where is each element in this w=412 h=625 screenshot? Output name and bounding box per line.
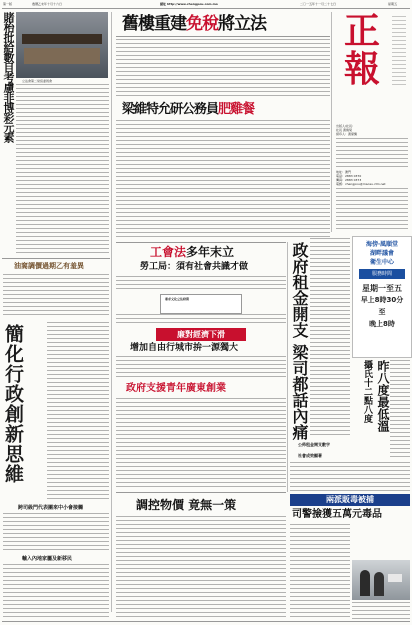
weather-vertical-2: 攝氏十二點八度 [362, 360, 372, 423]
headline-4: 增加自由行城市拚一源獨大 [130, 343, 239, 353]
right-caption-2: 社會成效顯著 [298, 453, 322, 458]
masthead-char-2: 報 [344, 48, 381, 90]
ad-line: 星期一至五 [362, 284, 402, 293]
right-vertical-headline: 政府租金開支 [290, 242, 309, 338]
ad-line: 至 [378, 308, 386, 316]
headline-6: 調控物價 竟無一策 [136, 498, 237, 512]
headline-2: 梁維特允研公務員肥雞餐 [122, 102, 255, 117]
info-box-text: 要求文化立法時間 [165, 297, 190, 301]
masthead [334, 12, 410, 122]
headline-3-a: 工會法 [150, 245, 187, 259]
bottom-headline: 司警撿獲五萬元毒品 [292, 509, 382, 520]
headline-3 [150, 245, 234, 259]
column-divider [111, 12, 112, 612]
center-article-body-1 [116, 39, 330, 99]
section-rule-3 [116, 492, 286, 493]
sub-title-2: 輸入內地家屬及新移民 [22, 556, 73, 562]
masthead-info [336, 170, 408, 186]
info-fax: 傳真：2883 0373 [336, 178, 362, 182]
clinic-ad [352, 236, 412, 358]
committee-photo [16, 12, 108, 78]
issue-date: 二〇一五年十一月二十七日 [300, 2, 337, 6]
header-rule [2, 8, 410, 9]
right-vertical-headline-2: 梁司都話內痛 [290, 344, 309, 440]
ad-line: 湖畔議會 [369, 250, 394, 257]
page-label: 第一版 [3, 2, 13, 6]
bottom-banner-text: 兩派販毒被捕 [326, 495, 374, 504]
info-phone: 電話：2883 0370 [336, 174, 362, 178]
center-article-body-5 [116, 356, 286, 380]
headline-1-block [116, 12, 330, 37]
left-article-body-2 [47, 322, 109, 502]
headline-highlight: 免稅 [186, 14, 218, 34]
masthead-side-text [392, 16, 406, 86]
headline-4-banner [156, 328, 246, 341]
editorial-body [3, 274, 109, 318]
big-vertical-headline: 簡化行政創新思維 [2, 324, 24, 484]
headline-highlight: 肥雞餐 [218, 102, 255, 117]
headline-3-sub: 勞工局：須有社會共識才做 [140, 262, 249, 272]
sub-title-1: 跨司級門代表團來中小會接觸 [18, 505, 84, 511]
weather-body [390, 360, 410, 460]
info-email[interactable]: 電郵：chengpou@macau.ctm.net [336, 182, 386, 186]
masthead-sub-line: 督印人：黃偉樂 [336, 132, 358, 136]
weekday: 星期五 [388, 2, 398, 6]
bottom-body [290, 524, 350, 620]
headline-5-block [126, 381, 276, 396]
masthead-sub [336, 124, 408, 136]
headline-1-highlight: 舊樓重建免稅將立法 [122, 14, 266, 34]
lunar-date: 農曆乙未年十月十六日 [32, 2, 63, 6]
headline-4-banner-text: 廉對經濟下滑 [177, 330, 225, 339]
right-center-body-2 [290, 462, 410, 492]
center-article-body-2 [116, 120, 330, 240]
ad-service-hours: 服務時間 [359, 269, 405, 279]
drug-bust-photo [352, 560, 410, 600]
center-article-body-7 [116, 516, 286, 620]
photo-caption: 立法會第二常設委員會 [22, 79, 53, 83]
center-article-body-3 [116, 276, 286, 292]
ad-line: 晚上8時 [369, 320, 395, 328]
ad-line: 早上8時30分 [360, 296, 404, 304]
masthead-sub-line: 社長 黃煥棠 [336, 128, 352, 132]
section-rule-2 [116, 242, 286, 243]
headline-3-b: 多年末立 [186, 245, 235, 259]
ad-line: 海傍‧風順堂 [365, 241, 399, 248]
ad-line: 衛生中心 [369, 259, 394, 266]
editorial-title: 油窩調價過期乙有羞異 [14, 262, 84, 270]
masthead-divider [331, 12, 332, 232]
info-box [160, 294, 242, 314]
right-caption: 公佈租金開支數字 [298, 442, 330, 447]
center-article-body-6 [116, 398, 286, 490]
left-article-body-3 [3, 513, 109, 553]
masthead-char-1: 正 [344, 10, 381, 52]
bottom-banner [290, 494, 410, 506]
website-url[interactable]: 網址 http://www.chengpou.com.mo [160, 2, 218, 6]
headline-1 [122, 14, 266, 34]
center-article-body-4 [116, 314, 286, 326]
weather-vertical: 昨八度最低溫 [376, 360, 390, 432]
info-address: 地址：澳門 [336, 170, 352, 174]
masthead-body-2 [336, 188, 408, 232]
footer-rule [2, 621, 410, 622]
headline-5: 政府支援青年廣東創業 [126, 383, 226, 394]
left-headline: 賭枱批給數目考慮非博彩元素 [2, 12, 15, 142]
column-divider-2 [287, 242, 288, 492]
bottom-body-2 [352, 602, 410, 620]
masthead-body [336, 138, 408, 168]
masthead-sub-line: 出版人/社長： [336, 124, 356, 128]
left-article-body-4 [3, 564, 109, 620]
left-article-body [16, 84, 109, 254]
right-center-body [310, 238, 350, 438]
section-rule [2, 258, 110, 259]
